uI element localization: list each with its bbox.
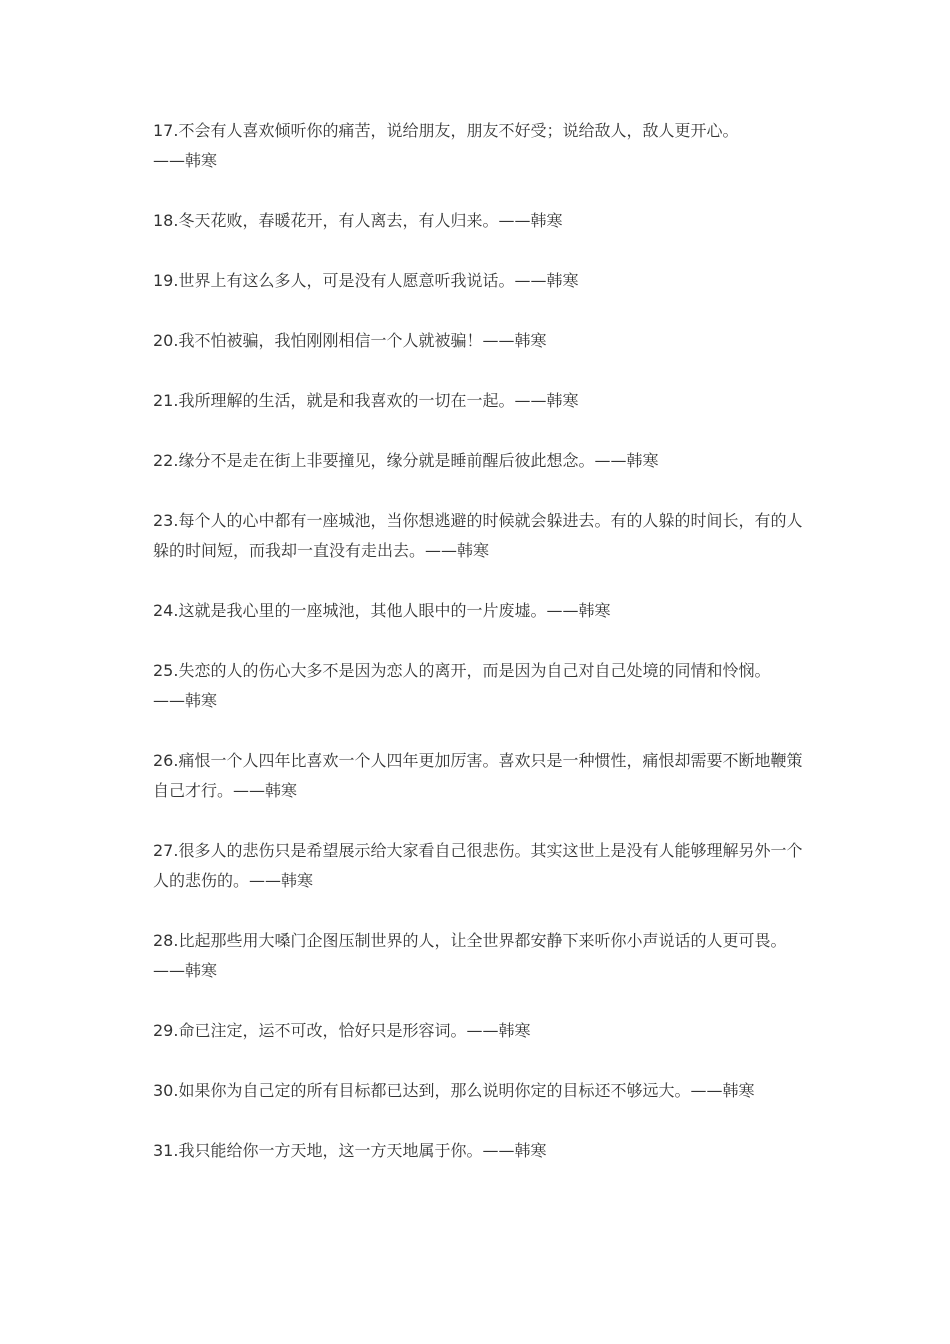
quote-number: 26.: [153, 751, 179, 770]
quote-text: 这就是我心里的一座城池，其他人眼中的一片废墟。: [178, 601, 547, 620]
quote-number: 17.: [153, 121, 179, 140]
quote-text: 世界上有这么多人，可是没有人愿意听我说话。: [178, 271, 515, 290]
quote-item: [153, 206, 813, 236]
quote-number: 23.: [153, 511, 179, 530]
quote-item: [153, 596, 813, 626]
quote-number: 30.: [153, 1081, 179, 1100]
quote-number: 28.: [153, 931, 179, 950]
quote-item: [153, 926, 813, 986]
quote-item: [153, 1016, 813, 1046]
quote-item: [153, 506, 813, 566]
quote-item: [153, 1136, 813, 1166]
quote-number: 22.: [153, 451, 179, 470]
quote-item: [153, 266, 813, 296]
quote-item: [153, 656, 813, 716]
quote-item: [153, 116, 813, 176]
quote-author: ——韩寒: [546, 601, 611, 620]
quote-text: 比起那些用大嗓门企图压制世界的人，让全世界都安静下来听你小声说话的人更可畏。: [178, 931, 787, 950]
quote-number: 19.: [153, 271, 179, 290]
quote-item: [153, 326, 813, 356]
quote-text: 失恋的人的伤心大多不是因为恋人的离开，而是因为自己对自己处境的同情和怜悯。: [178, 661, 771, 680]
quote-author: ——韩寒: [514, 271, 579, 290]
quote-list: [153, 116, 813, 1196]
quote-number: 20.: [153, 331, 179, 350]
quote-text: 痛恨一个人四年比喜欢一个人四年更加厉害。喜欢只是一种惯性，痛恨却需要不断地鞭策自己才行。: [153, 751, 803, 800]
quote-number: 25.: [153, 661, 179, 680]
quote-author: ——韩寒: [249, 871, 314, 890]
quote-text: 每个人的心中都有一座城池，当你想逃避的时候就会躲进去。有的人躲的时间长，有的人躲的时间短，而我却一直没有走出去。: [153, 511, 803, 560]
quote-number: 24.: [153, 601, 179, 620]
quote-text: 我不怕被骗，我怕刚刚相信一个人就被骗！: [178, 331, 483, 350]
quote-text: 命已注定，运不可改，恰好只是形容词。: [178, 1021, 467, 1040]
quote-author: ——韩寒: [466, 1021, 531, 1040]
quote-author: ——韩寒: [498, 211, 563, 230]
quote-number: 21.: [153, 391, 179, 410]
quote-author: ——韩寒: [425, 541, 490, 560]
quote-text: 很多人的悲伤只是希望展示给大家看自己很悲伤。其实这世上是没有人能够理解另外一个人的悲伤的。: [153, 841, 803, 890]
quote-author: ——韩寒: [153, 151, 218, 170]
quote-item: [153, 836, 813, 896]
quote-number: 31.: [153, 1141, 179, 1160]
quote-text: 我所理解的生活，就是和我喜欢的一切在一起。: [178, 391, 515, 410]
quote-author: ——韩寒: [594, 451, 659, 470]
quote-text: 我只能给你一方天地，这一方天地属于你。: [178, 1141, 483, 1160]
quote-author: ——韩寒: [233, 781, 298, 800]
quote-author: ——韩寒: [482, 331, 547, 350]
quote-author: ——韩寒: [514, 391, 579, 410]
quote-item: [153, 1076, 813, 1106]
quote-author: ——韩寒: [153, 961, 218, 980]
quote-text: 如果你为自己定的所有目标都已达到，那么说明你定的目标还不够远大。: [178, 1081, 691, 1100]
quote-author: ——韩寒: [690, 1081, 755, 1100]
quote-number: 29.: [153, 1021, 179, 1040]
quote-text: 冬天花败，春暖花开，有人离去，有人归来。: [178, 211, 499, 230]
quote-author: ——韩寒: [482, 1141, 547, 1160]
quote-author: ——韩寒: [153, 691, 218, 710]
quote-number: 18.: [153, 211, 179, 230]
quote-item: [153, 746, 813, 806]
quote-number: 27.: [153, 841, 179, 860]
quote-item: [153, 386, 813, 416]
quote-text: 不会有人喜欢倾听你的痛苦，说给朋友，朋友不好受；说给敌人，敌人更开心。: [178, 121, 739, 140]
quote-text: 缘分不是走在街上非要撞见，缘分就是睡前醒后彼此想念。: [178, 451, 595, 470]
quote-item: [153, 446, 813, 476]
